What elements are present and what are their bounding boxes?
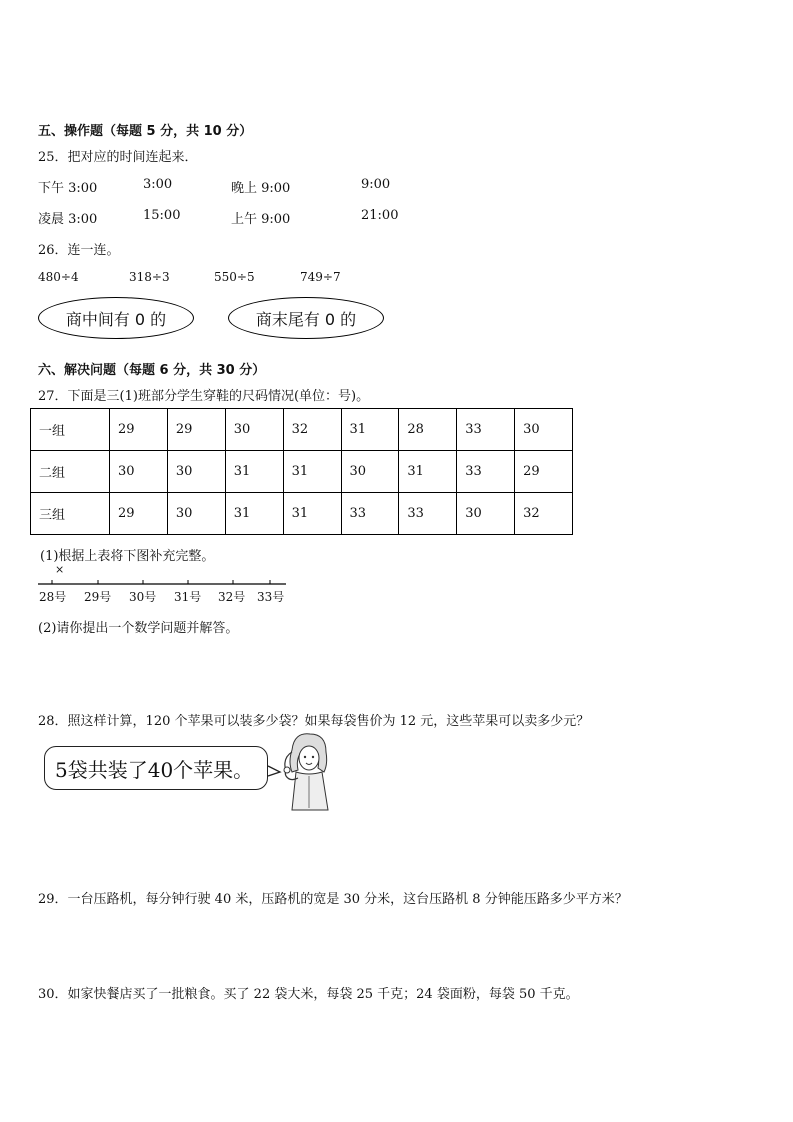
table-cell: 三组 [31, 493, 110, 535]
category-oval [38, 297, 194, 339]
section-6-title: 六、解决问题（每题 6 分，共 30 分） [38, 363, 266, 378]
speech-bubble-text: 5袋共装了40个苹果。 [55, 757, 254, 782]
table-cell: 33 [399, 493, 457, 535]
table-row [31, 493, 573, 535]
question-27-part2: (2)请你提出一个数学问题并解答。 [38, 621, 239, 636]
time-item: 9:00 [361, 177, 391, 192]
table-cell: 30 [225, 409, 283, 451]
division-expression: 318÷3 [129, 270, 170, 284]
question-27-part1: (1)根据上表将下图补充完整。 [40, 549, 215, 564]
table-cell: 30 [110, 451, 168, 493]
question-30-text: 30．如家快餐店买了一批粮食。买了 22 袋大米，每袋 25 千克；24 袋面粉，每袋 50 千克。 [38, 987, 579, 1002]
category-oval-label: 商中间有 0 的 [65, 309, 167, 329]
table-cell: 33 [457, 451, 515, 493]
table-cell: 二组 [31, 451, 110, 493]
table-cell: 31 [225, 451, 283, 493]
table-cell: 31 [399, 451, 457, 493]
division-expression: 550÷5 [214, 270, 255, 284]
question-29-text: 29．一台压路机，每分钟行驶 40 米，压路机的宽是 30 分米，这台压路机 8 分钟能压路多少平方米？ [38, 892, 628, 907]
time-item: 晚上 9:00 [231, 181, 291, 196]
table-cell: 30 [457, 493, 515, 535]
number-line-label: 30号 [129, 590, 157, 604]
table-cell: 31 [341, 409, 399, 451]
table-cell: 28 [399, 409, 457, 451]
tally-mark: × [55, 563, 65, 576]
table-cell: 33 [457, 409, 515, 451]
table-cell: 30 [167, 493, 225, 535]
table-cell: 一组 [31, 409, 110, 451]
table-cell: 31 [283, 451, 341, 493]
table-cell: 31 [225, 493, 283, 535]
speech-bubble [44, 746, 268, 790]
question-26-text: 26．连一连。 [38, 243, 120, 258]
table-cell: 29 [167, 409, 225, 451]
number-line [38, 566, 288, 606]
table-cell: 31 [283, 493, 341, 535]
category-oval [228, 297, 384, 339]
division-expression: 749÷7 [300, 270, 341, 284]
table-row [31, 451, 573, 493]
time-item: 上午 9:00 [231, 212, 291, 227]
number-line-label: 33号 [257, 590, 285, 604]
table-cell: 30 [167, 451, 225, 493]
time-item: 21:00 [361, 208, 399, 223]
number-line-label: 28号 [39, 590, 67, 604]
time-item: 3:00 [143, 177, 173, 192]
number-line-graphic [38, 566, 288, 606]
table-cell: 32 [515, 493, 573, 535]
shoe-size-table [30, 408, 573, 535]
time-item: 凌晨 3:00 [38, 212, 98, 227]
table-cell: 32 [283, 409, 341, 451]
question-28-text: 28．照这样计算，120 个苹果可以装多少袋？如果每袋售价为 12 元，这些苹果可以卖多少元？ [38, 714, 590, 729]
question-25-text: 25．把对应的时间连起来． [38, 150, 198, 165]
number-line-label: 29号 [84, 590, 112, 604]
time-item: 15:00 [143, 208, 181, 223]
table-cell: 29 [515, 451, 573, 493]
table-cell: 29 [110, 409, 168, 451]
table-cell: 33 [341, 493, 399, 535]
table-cell: 30 [515, 409, 573, 451]
table-row [31, 409, 573, 451]
number-line-label: 32号 [218, 590, 246, 604]
table-cell: 30 [341, 451, 399, 493]
section-5-title: 五、操作题（每题 5 分，共 10 分） [38, 124, 253, 139]
time-item: 下午 3:00 [38, 181, 98, 196]
girl-figure-icon [266, 728, 346, 812]
division-expression: 480÷4 [38, 270, 79, 284]
number-line-label: 31号 [174, 590, 202, 604]
girl-illustration [266, 728, 346, 812]
table-cell: 29 [110, 493, 168, 535]
question-27-text: 27．下面是三(1)班部分学生穿鞋的尺码情况(单位：号)。 [38, 389, 370, 404]
category-oval-label: 商末尾有 0 的 [255, 309, 357, 329]
